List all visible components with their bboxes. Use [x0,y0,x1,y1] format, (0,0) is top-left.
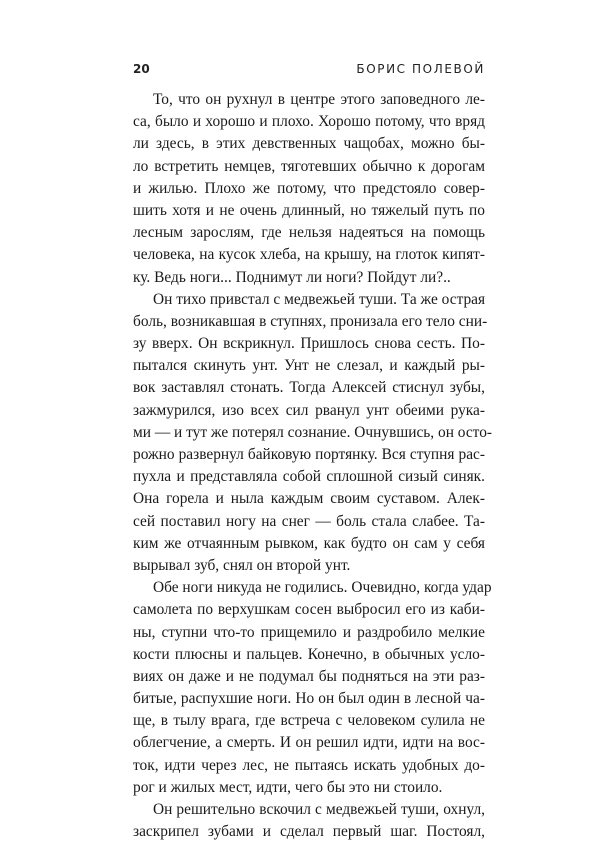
text-line: вок заставлял стонать. Тогда Алексей стиснул зубы, [133,379,485,397]
text-line: человека, на кусок хлеба, на крышу, на глоток кипят- [133,246,485,264]
text-line: заскрипел зубами и сделал первый шаг. Постоял, [133,823,485,841]
text-line: облегчение, а смерть. И он решил идти, идти на вос- [133,734,485,752]
text-line: зажмурился, изо всех сил рванул унт обеими рука- [133,401,485,419]
paragraph [133,289,493,577]
text-line: рожно развернул байковую портянку. Вся ступня рас- [133,446,485,463]
text-line: ло встретить немцев, тяготевших обычно к дорогам [133,157,485,175]
text-line: сей поставил ногу на снег — боль стала слабее. Та- [133,512,485,530]
text-line: ми — и тут же потерял сознание. Очнувшись, он осто- [133,423,493,441]
paragraph [133,577,492,799]
paragraph [133,89,485,289]
text-line: рог и жилых мест, идти, чего бы это ни стоило. [133,778,443,796]
text-line: ким же отчаянным рывком, как будто он сам у себя [133,534,485,552]
text-line: вырывал зуб, снял он второй унт. [133,556,351,574]
text-line: кости плюсны и пальцев. Конечно, в обычных усло- [133,645,485,663]
page-number: 20 [133,62,150,76]
text-line: самолета по верхушкам сосен выбросил его из каби- [133,601,485,619]
text-line: ще, в тылу врага, где встреча с человеком сулила не [133,712,485,730]
body-text [133,89,493,843]
text-line: ток, идти через лес, не пытаясь искать удобных до- [133,756,485,774]
text-line: Он тихо привстал с медвежьей туши. Та же острая [153,290,486,308]
text-line: зу вверх. Он вскрикнул. Пришлось снова сесть. По- [133,335,485,353]
text-line: са, было и хорошо и плохо. Хорошо потому, что вряд [133,113,485,131]
text-line: ны, ступни что-то прищемило и раздробило мелкие [133,623,485,641]
text-line: Обе ноги никуда не годились. Очевидно, когда удар [153,579,492,597]
text-line: шить хотя и не очень длинный, но тяжелый путь по [133,201,485,219]
running-title: БОРИС ПОЛЕВОЙ [356,62,485,76]
text-line: пухла и представляла собой сплошной сизый синяк. [133,468,485,486]
running-head [133,62,485,78]
text-line: ку. Ведь ноги... Поднимут ли ноги? Пойдут ли?.. [133,268,451,286]
text-line: ли здесь, в этих девственных чащобах, можно бы- [133,135,485,153]
paragraph [133,799,485,843]
text-line: виях он даже и не подумал бы подняться на эти раз- [133,667,485,685]
text-line: лесным зарослям, где нельзя надеяться на помощь [133,224,485,242]
text-line: и жилью. Плохо же потому, что предстояло совер- [133,179,485,197]
text-line: боль, возникавшая в ступнях, пронизала его тело сни- [133,312,488,330]
text-line: пытался скинуть унт. Унт не слезал, и каждый ры- [133,357,485,375]
text-line: Он решительно вскочил с медвежьей туши, охнул, [153,801,485,818]
text-line: битые, распухшие ноги. Но он был один в лесной ча- [133,690,485,708]
text-line: То, что он рухнул в центре этого заповедного ле- [153,91,485,108]
text-line: Она горела и ныла каждым своим суставом. Алек- [133,490,485,508]
